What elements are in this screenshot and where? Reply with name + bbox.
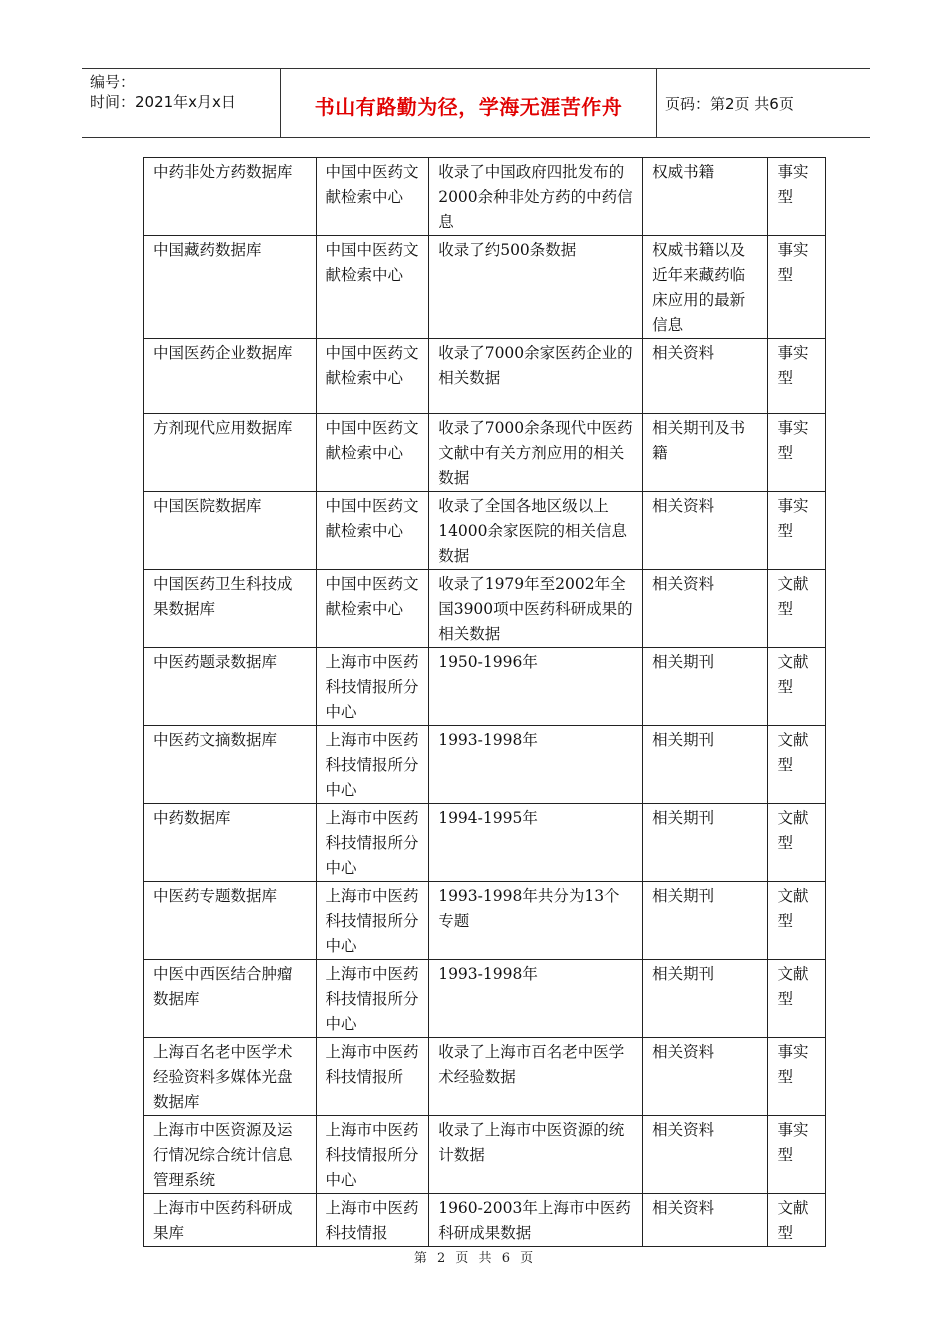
database-name-cell: 中药数据库 bbox=[144, 804, 317, 882]
table-row bbox=[144, 492, 826, 570]
type-cell: 文献型 bbox=[768, 1194, 826, 1247]
table-row bbox=[144, 414, 826, 492]
type-cell: 事实型 bbox=[768, 236, 826, 339]
database-name-cell: 中国藏药数据库 bbox=[144, 236, 317, 339]
source-cell: 相关期刊 bbox=[643, 648, 768, 726]
type-cell: 文献型 bbox=[768, 648, 826, 726]
type-cell: 文献型 bbox=[768, 804, 826, 882]
content-cell: 1994-1995年 bbox=[429, 804, 643, 882]
content-cell: 1960-2003年上海市中医药科研成果数据 bbox=[429, 1194, 643, 1247]
provider-cell: 上海市中医药科技情报所分中心 bbox=[316, 726, 429, 804]
type-cell: 文献型 bbox=[768, 960, 826, 1038]
table-row bbox=[144, 1038, 826, 1116]
table-row bbox=[144, 1194, 826, 1247]
content-cell: 收录了上海市百名老中医学术经验数据 bbox=[429, 1038, 643, 1116]
provider-cell: 上海市中医药科技情报所分中心 bbox=[316, 960, 429, 1038]
table-row bbox=[144, 1116, 826, 1194]
type-cell: 事实型 bbox=[768, 158, 826, 236]
type-cell: 事实型 bbox=[768, 414, 826, 492]
provider-cell: 中国中医药文献检索中心 bbox=[316, 158, 429, 236]
source-cell: 相关资料 bbox=[643, 570, 768, 648]
provider-cell: 上海市中医药科技情报 bbox=[316, 1194, 429, 1247]
header-meta bbox=[82, 69, 281, 137]
content-cell: 收录了全国各地区级以上14000余家医院的相关信息数据 bbox=[429, 492, 643, 570]
source-cell: 权威书籍 bbox=[643, 158, 768, 236]
database-name-cell: 方剂现代应用数据库 bbox=[144, 414, 317, 492]
type-cell: 文献型 bbox=[768, 726, 826, 804]
document-time-label: 时间：2021年x月x日 bbox=[90, 93, 236, 111]
source-cell: 权威书籍以及近年来藏药临床应用的最新信息 bbox=[643, 236, 768, 339]
type-cell: 事实型 bbox=[768, 492, 826, 570]
table-row bbox=[144, 339, 826, 414]
header-motto: 书山有路勤为径，学海无涯苦作舟 bbox=[314, 95, 623, 119]
table-row bbox=[144, 726, 826, 804]
database-name-cell: 上海百名老中医学术经验资料多媒体光盘数据库 bbox=[144, 1038, 317, 1116]
table-row bbox=[144, 804, 826, 882]
database-name-cell: 中国医药卫生科技成果数据库 bbox=[144, 570, 317, 648]
source-cell: 相关期刊 bbox=[643, 882, 768, 960]
source-cell: 相关资料 bbox=[643, 492, 768, 570]
database-name-cell: 中药非处方药数据库 bbox=[144, 158, 317, 236]
content-cell: 收录了7000余家医药企业的相关数据 bbox=[429, 339, 643, 414]
table-row bbox=[144, 570, 826, 648]
table-row bbox=[144, 158, 826, 236]
provider-cell: 中国中医药文献检索中心 bbox=[316, 570, 429, 648]
header-page-label: 页码：第2页 共6页 bbox=[665, 95, 794, 113]
database-table-body bbox=[144, 158, 826, 1247]
database-name-cell: 中医药题录数据库 bbox=[144, 648, 317, 726]
source-cell: 相关期刊 bbox=[643, 726, 768, 804]
source-cell: 相关资料 bbox=[643, 1194, 768, 1247]
source-cell: 相关期刊 bbox=[643, 960, 768, 1038]
content-cell: 收录了中国政府四批发布的2000余种非处方药的中药信息 bbox=[429, 158, 643, 236]
source-cell: 相关期刊及书籍 bbox=[643, 414, 768, 492]
table-row bbox=[144, 648, 826, 726]
database-table bbox=[143, 157, 826, 1247]
database-name-cell: 中医中西医结合肿瘤数据库 bbox=[144, 960, 317, 1038]
page-header bbox=[82, 68, 870, 138]
content-cell: 1950-1996年 bbox=[429, 648, 643, 726]
type-cell: 文献型 bbox=[768, 570, 826, 648]
content-cell: 收录了约500条数据 bbox=[429, 236, 643, 339]
database-name-cell: 中医药专题数据库 bbox=[144, 882, 317, 960]
type-cell: 事实型 bbox=[768, 339, 826, 414]
header-motto-cell bbox=[281, 69, 657, 137]
table-row bbox=[144, 236, 826, 339]
provider-cell: 上海市中医药科技情报所分中心 bbox=[316, 648, 429, 726]
source-cell: 相关资料 bbox=[643, 339, 768, 414]
document-number-label: 编号： bbox=[90, 73, 136, 91]
provider-cell: 中国中医药文献检索中心 bbox=[316, 492, 429, 570]
content-cell: 1993-1998年共分为13个专题 bbox=[429, 882, 643, 960]
provider-cell: 上海市中医药科技情报所分中心 bbox=[316, 882, 429, 960]
table-row bbox=[144, 882, 826, 960]
header-page-cell bbox=[657, 69, 870, 137]
content-cell: 1993-1998年 bbox=[429, 960, 643, 1038]
source-cell: 相关资料 bbox=[643, 1038, 768, 1116]
page-footer: 第 2 页 共 6 页 bbox=[413, 1251, 537, 1266]
content-cell: 收录了7000余条现代中医药文献中有关方剂应用的相关数据 bbox=[429, 414, 643, 492]
content-cell: 收录了上海市中医资源的统计数据 bbox=[429, 1116, 643, 1194]
provider-cell: 上海市中医药科技情报所分中心 bbox=[316, 1116, 429, 1194]
table-row bbox=[144, 960, 826, 1038]
type-cell: 事实型 bbox=[768, 1038, 826, 1116]
database-name-cell: 中国医药企业数据库 bbox=[144, 339, 317, 414]
source-cell: 相关期刊 bbox=[643, 804, 768, 882]
provider-cell: 中国中医药文献检索中心 bbox=[316, 339, 429, 414]
database-name-cell: 中医药文摘数据库 bbox=[144, 726, 317, 804]
database-name-cell: 中国医院数据库 bbox=[144, 492, 317, 570]
provider-cell: 上海市中医药科技情报所分中心 bbox=[316, 804, 429, 882]
content-cell: 1993-1998年 bbox=[429, 726, 643, 804]
database-name-cell: 上海市中医药科研成果库 bbox=[144, 1194, 317, 1247]
type-cell: 事实型 bbox=[768, 1116, 826, 1194]
type-cell: 文献型 bbox=[768, 882, 826, 960]
database-name-cell: 上海市中医资源及运行情况综合统计信息管理系统 bbox=[144, 1116, 317, 1194]
source-cell: 相关资料 bbox=[643, 1116, 768, 1194]
provider-cell: 中国中医药文献检索中心 bbox=[316, 236, 429, 339]
provider-cell: 中国中医药文献检索中心 bbox=[316, 414, 429, 492]
provider-cell: 上海市中医药科技情报所 bbox=[316, 1038, 429, 1116]
content-cell: 收录了1979年至2002年全国3900项中医药科研成果的相关数据 bbox=[429, 570, 643, 648]
